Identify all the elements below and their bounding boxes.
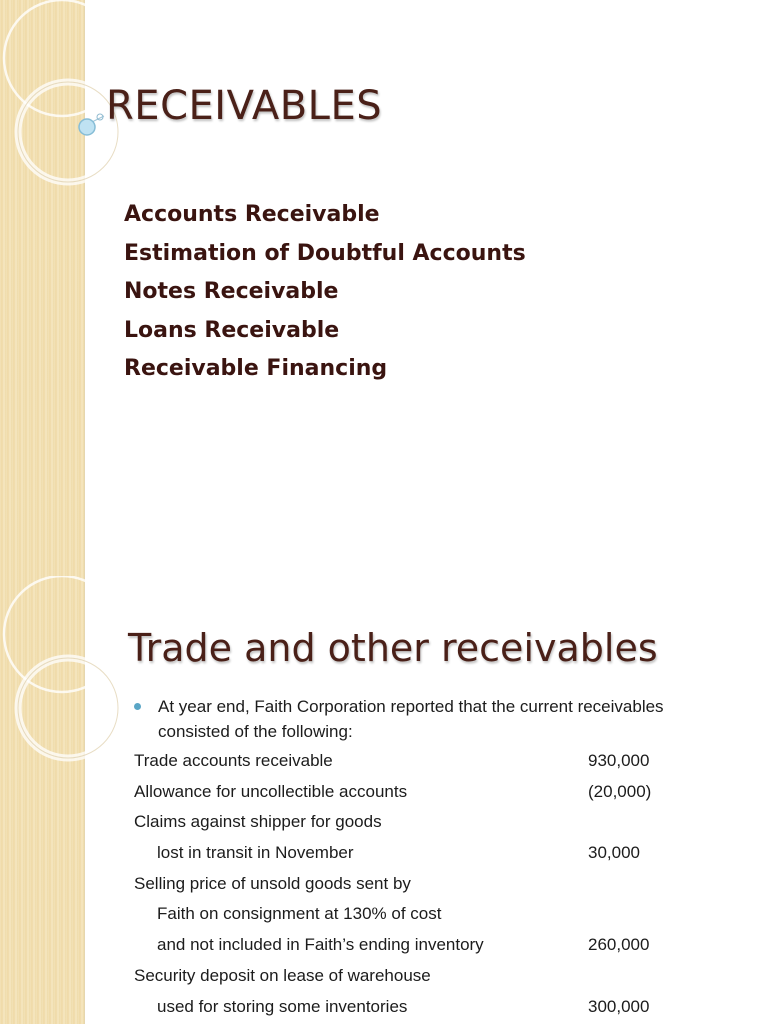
table-row	[134, 838, 754, 869]
table-row	[134, 899, 754, 930]
row-label: used for storing some inventories	[157, 996, 408, 1016]
slide-title: Trade and other receivables	[128, 626, 658, 670]
topic-item: Receivable Financing	[124, 356, 388, 381]
table-row	[134, 807, 754, 838]
row-amount: 30,000	[588, 843, 640, 863]
row-amount: 930,000	[588, 751, 650, 770]
topic-list	[124, 198, 526, 391]
topic-item: Notes Receivable	[124, 279, 339, 304]
bullet-text: At year end, Faith Corporation reported that the current receivables consisted of the following:	[158, 697, 664, 741]
row-amount: 300,000	[588, 996, 650, 1016]
intro-bullet	[134, 694, 734, 744]
table-row	[134, 869, 754, 900]
topic-item: Accounts Receivable	[124, 202, 380, 227]
topic-item: Estimation of Doubtful Accounts	[124, 240, 526, 266]
table-row	[134, 777, 754, 808]
row-amount: (20,000)	[588, 781, 652, 801]
slide-title: RECEIVABLES	[106, 83, 383, 129]
table-row	[134, 961, 754, 992]
row-label: Selling price of unsold goods sent by	[134, 873, 411, 893]
row-label: lost in transit in November	[157, 843, 354, 863]
row-label: Allowance for uncollectible accounts	[134, 781, 408, 801]
table-row	[134, 992, 754, 1023]
row-label: and not included in Faith’s ending inventory	[157, 935, 484, 955]
row-label: Trade accounts receivable	[134, 751, 333, 770]
row-amount: 260,000	[588, 935, 650, 955]
row-label: Faith on consignment at 130% of cost	[157, 904, 442, 924]
bullet-icon	[134, 703, 141, 710]
topic-item: Loans Receivable	[124, 317, 340, 343]
table-row	[134, 746, 754, 777]
table-row	[134, 930, 754, 961]
receivables-table	[134, 746, 754, 1022]
row-label: Security deposit on lease of warehouse	[134, 965, 431, 985]
row-label: Claims against shipper for goods	[134, 812, 382, 832]
slide-trade-receivables	[0, 576, 768, 1024]
